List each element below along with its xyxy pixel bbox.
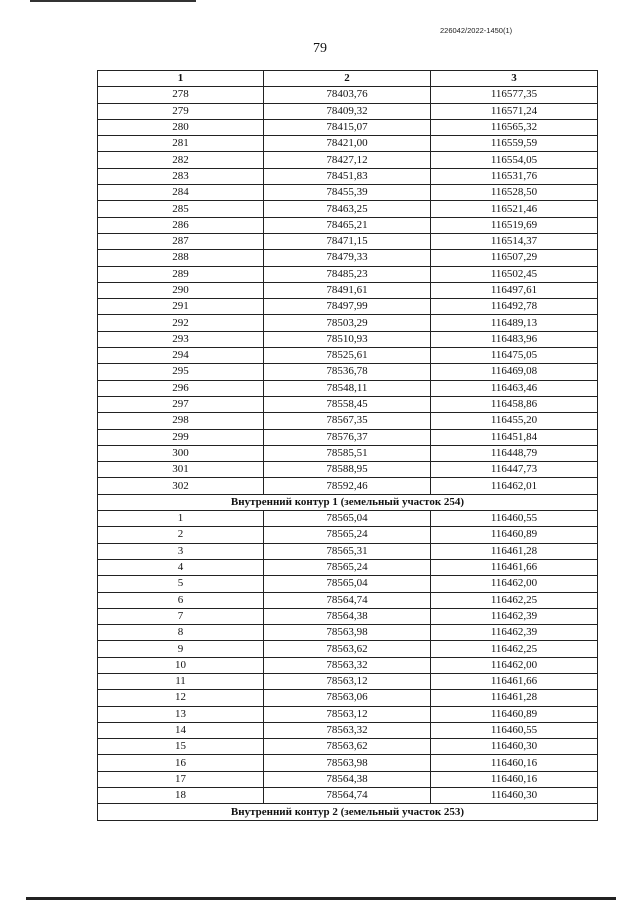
table-row (98, 396, 598, 412)
point-number-cell: 4 (98, 559, 264, 575)
table-row (98, 543, 598, 559)
y-coordinate-cell: 116460,89 (431, 706, 598, 722)
point-number-cell: 278 (98, 87, 264, 103)
y-coordinate-cell: 116492,78 (431, 299, 598, 315)
x-coordinate-cell: 78455,39 (264, 185, 431, 201)
column-header: 2 (264, 71, 431, 87)
point-number-cell: 300 (98, 445, 264, 461)
y-coordinate-cell: 116447,73 (431, 462, 598, 478)
x-coordinate-cell: 78479,33 (264, 250, 431, 266)
table-row (98, 331, 598, 347)
point-number-cell: 279 (98, 103, 264, 119)
point-number-cell: 286 (98, 217, 264, 233)
x-coordinate-cell: 78563,62 (264, 739, 431, 755)
y-coordinate-cell: 116462,00 (431, 576, 598, 592)
table-row (98, 282, 598, 298)
x-coordinate-cell: 78563,32 (264, 722, 431, 738)
table-row (98, 739, 598, 755)
point-number-cell: 10 (98, 657, 264, 673)
y-coordinate-cell: 116531,76 (431, 168, 598, 184)
x-coordinate-cell: 78525,61 (264, 348, 431, 364)
x-coordinate-cell: 78463,25 (264, 201, 431, 217)
x-coordinate-cell: 78567,35 (264, 413, 431, 429)
x-coordinate-cell: 78421,00 (264, 136, 431, 152)
x-coordinate-cell: 78563,98 (264, 755, 431, 771)
y-coordinate-cell: 116460,55 (431, 511, 598, 527)
x-coordinate-cell: 78403,76 (264, 87, 431, 103)
table-row (98, 625, 598, 641)
y-coordinate-cell: 116469,08 (431, 364, 598, 380)
x-coordinate-cell: 78565,04 (264, 576, 431, 592)
point-number-cell: 298 (98, 413, 264, 429)
x-coordinate-cell: 78471,15 (264, 233, 431, 249)
y-coordinate-cell: 116461,28 (431, 543, 598, 559)
y-coordinate-cell: 116519,69 (431, 217, 598, 233)
x-coordinate-cell: 78592,46 (264, 478, 431, 494)
table-row (98, 136, 598, 152)
y-coordinate-cell: 116460,55 (431, 722, 598, 738)
point-number-cell: 6 (98, 592, 264, 608)
point-number-cell: 297 (98, 396, 264, 412)
point-number-cell: 13 (98, 706, 264, 722)
point-number-cell: 15 (98, 739, 264, 755)
x-coordinate-cell: 78503,29 (264, 315, 431, 331)
table-row (98, 592, 598, 608)
x-coordinate-cell: 78491,61 (264, 282, 431, 298)
y-coordinate-cell: 116461,66 (431, 559, 598, 575)
point-number-cell: 283 (98, 168, 264, 184)
table-row (98, 706, 598, 722)
y-coordinate-cell: 116460,30 (431, 739, 598, 755)
y-coordinate-cell: 116462,39 (431, 608, 598, 624)
point-number-cell: 293 (98, 331, 264, 347)
y-coordinate-cell: 116448,79 (431, 445, 598, 461)
table-row (98, 233, 598, 249)
point-number-cell: 8 (98, 625, 264, 641)
y-coordinate-cell: 116554,05 (431, 152, 598, 168)
x-coordinate-cell: 78564,38 (264, 608, 431, 624)
table-row (98, 103, 598, 119)
point-number-cell: 292 (98, 315, 264, 331)
y-coordinate-cell: 116460,16 (431, 771, 598, 787)
y-coordinate-cell: 116463,46 (431, 380, 598, 396)
table-row (98, 364, 598, 380)
y-coordinate-cell: 116565,32 (431, 119, 598, 135)
table-row (98, 657, 598, 673)
point-number-cell: 281 (98, 136, 264, 152)
y-coordinate-cell: 116462,39 (431, 625, 598, 641)
table-row (98, 152, 598, 168)
y-coordinate-cell: 116475,05 (431, 348, 598, 364)
table-row (98, 641, 598, 657)
document-id: 226042/2022-1450(1) (440, 26, 513, 35)
x-coordinate-cell: 78565,31 (264, 543, 431, 559)
y-coordinate-cell: 116462,00 (431, 657, 598, 673)
table-row (98, 266, 598, 282)
table-row (98, 119, 598, 135)
y-coordinate-cell: 116455,20 (431, 413, 598, 429)
header-row (98, 71, 598, 87)
y-coordinate-cell: 116462,01 (431, 478, 598, 494)
point-number-cell: 291 (98, 299, 264, 315)
table-row (98, 462, 598, 478)
point-number-cell: 294 (98, 348, 264, 364)
point-number-cell: 302 (98, 478, 264, 494)
point-number-cell: 9 (98, 641, 264, 657)
x-coordinate-cell: 78415,07 (264, 119, 431, 135)
point-number-cell: 7 (98, 608, 264, 624)
table-row (98, 511, 598, 527)
y-coordinate-cell: 116514,37 (431, 233, 598, 249)
point-number-cell: 5 (98, 576, 264, 592)
x-coordinate-cell: 78563,32 (264, 657, 431, 673)
section-title: Внутренний контур 2 (земельный участок 253) (98, 804, 598, 820)
table-row (98, 755, 598, 771)
x-coordinate-cell: 78563,98 (264, 625, 431, 641)
table-row (98, 429, 598, 445)
table-row (98, 576, 598, 592)
y-coordinate-cell: 116559,59 (431, 136, 598, 152)
point-number-cell: 11 (98, 673, 264, 689)
point-number-cell: 295 (98, 364, 264, 380)
y-coordinate-cell: 116451,84 (431, 429, 598, 445)
point-number-cell: 17 (98, 771, 264, 787)
x-coordinate-cell: 78536,78 (264, 364, 431, 380)
y-coordinate-cell: 116483,96 (431, 331, 598, 347)
x-coordinate-cell: 78565,04 (264, 511, 431, 527)
x-coordinate-cell: 78564,38 (264, 771, 431, 787)
point-number-cell: 290 (98, 282, 264, 298)
x-coordinate-cell: 78563,12 (264, 673, 431, 689)
section-row (98, 804, 598, 820)
x-coordinate-cell: 78565,24 (264, 559, 431, 575)
x-coordinate-cell: 78497,99 (264, 299, 431, 315)
x-coordinate-cell: 78588,95 (264, 462, 431, 478)
x-coordinate-cell: 78564,74 (264, 592, 431, 608)
page-number: 79 (313, 41, 327, 56)
bottom-rule (26, 897, 616, 900)
table-body (98, 87, 598, 820)
table-row (98, 673, 598, 689)
table-row (98, 87, 598, 103)
table-row (98, 380, 598, 396)
y-coordinate-cell: 116489,13 (431, 315, 598, 331)
point-number-cell: 301 (98, 462, 264, 478)
table-row (98, 722, 598, 738)
x-coordinate-cell: 78427,12 (264, 152, 431, 168)
y-coordinate-cell: 116460,30 (431, 788, 598, 804)
table-row (98, 201, 598, 217)
point-number-cell: 3 (98, 543, 264, 559)
table-row (98, 690, 598, 706)
point-number-cell: 1 (98, 511, 264, 527)
table-row (98, 348, 598, 364)
y-coordinate-cell: 116461,28 (431, 690, 598, 706)
x-coordinate-cell: 78563,12 (264, 706, 431, 722)
point-number-cell: 284 (98, 185, 264, 201)
table-row (98, 771, 598, 787)
y-coordinate-cell: 116497,61 (431, 282, 598, 298)
x-coordinate-cell: 78485,23 (264, 266, 431, 282)
column-header: 3 (431, 71, 598, 87)
point-number-cell: 287 (98, 233, 264, 249)
point-number-cell: 296 (98, 380, 264, 396)
y-coordinate-cell: 116461,66 (431, 673, 598, 689)
table-row (98, 527, 598, 543)
point-number-cell: 2 (98, 527, 264, 543)
point-number-cell: 18 (98, 788, 264, 804)
column-header: 1 (98, 71, 264, 87)
x-coordinate-cell: 78563,06 (264, 690, 431, 706)
y-coordinate-cell: 116460,89 (431, 527, 598, 543)
point-number-cell: 282 (98, 152, 264, 168)
y-coordinate-cell: 116507,29 (431, 250, 598, 266)
y-coordinate-cell: 116458,86 (431, 396, 598, 412)
point-number-cell: 288 (98, 250, 264, 266)
y-coordinate-cell: 116462,25 (431, 641, 598, 657)
x-coordinate-cell: 78558,45 (264, 396, 431, 412)
table-row (98, 788, 598, 804)
section-title: Внутренний контур 1 (земельный участок 254) (98, 494, 598, 510)
point-number-cell: 289 (98, 266, 264, 282)
point-number-cell: 16 (98, 755, 264, 771)
point-number-cell: 14 (98, 722, 264, 738)
y-coordinate-cell: 116577,35 (431, 87, 598, 103)
table-row (98, 478, 598, 494)
x-coordinate-cell: 78409,32 (264, 103, 431, 119)
x-coordinate-cell: 78510,93 (264, 331, 431, 347)
point-number-cell: 299 (98, 429, 264, 445)
table-row (98, 559, 598, 575)
table-row (98, 413, 598, 429)
x-coordinate-cell: 78465,21 (264, 217, 431, 233)
x-coordinate-cell: 78565,24 (264, 527, 431, 543)
table-row (98, 217, 598, 233)
x-coordinate-cell: 78563,62 (264, 641, 431, 657)
x-coordinate-cell: 78585,51 (264, 445, 431, 461)
section-row (98, 494, 598, 510)
table-row (98, 299, 598, 315)
y-coordinate-cell: 116521,46 (431, 201, 598, 217)
top-rule (30, 0, 196, 2)
x-coordinate-cell: 78548,11 (264, 380, 431, 396)
y-coordinate-cell: 116528,50 (431, 185, 598, 201)
y-coordinate-cell: 116502,45 (431, 266, 598, 282)
coordinates-table (97, 70, 598, 821)
y-coordinate-cell: 116571,24 (431, 103, 598, 119)
point-number-cell: 285 (98, 201, 264, 217)
x-coordinate-cell: 78564,74 (264, 788, 431, 804)
point-number-cell: 12 (98, 690, 264, 706)
table-row (98, 185, 598, 201)
x-coordinate-cell: 78451,83 (264, 168, 431, 184)
y-coordinate-cell: 116460,16 (431, 755, 598, 771)
point-number-cell: 280 (98, 119, 264, 135)
table-row (98, 315, 598, 331)
table-row (98, 608, 598, 624)
x-coordinate-cell: 78576,37 (264, 429, 431, 445)
table-row (98, 168, 598, 184)
y-coordinate-cell: 116462,25 (431, 592, 598, 608)
table-row (98, 445, 598, 461)
table-row (98, 250, 598, 266)
